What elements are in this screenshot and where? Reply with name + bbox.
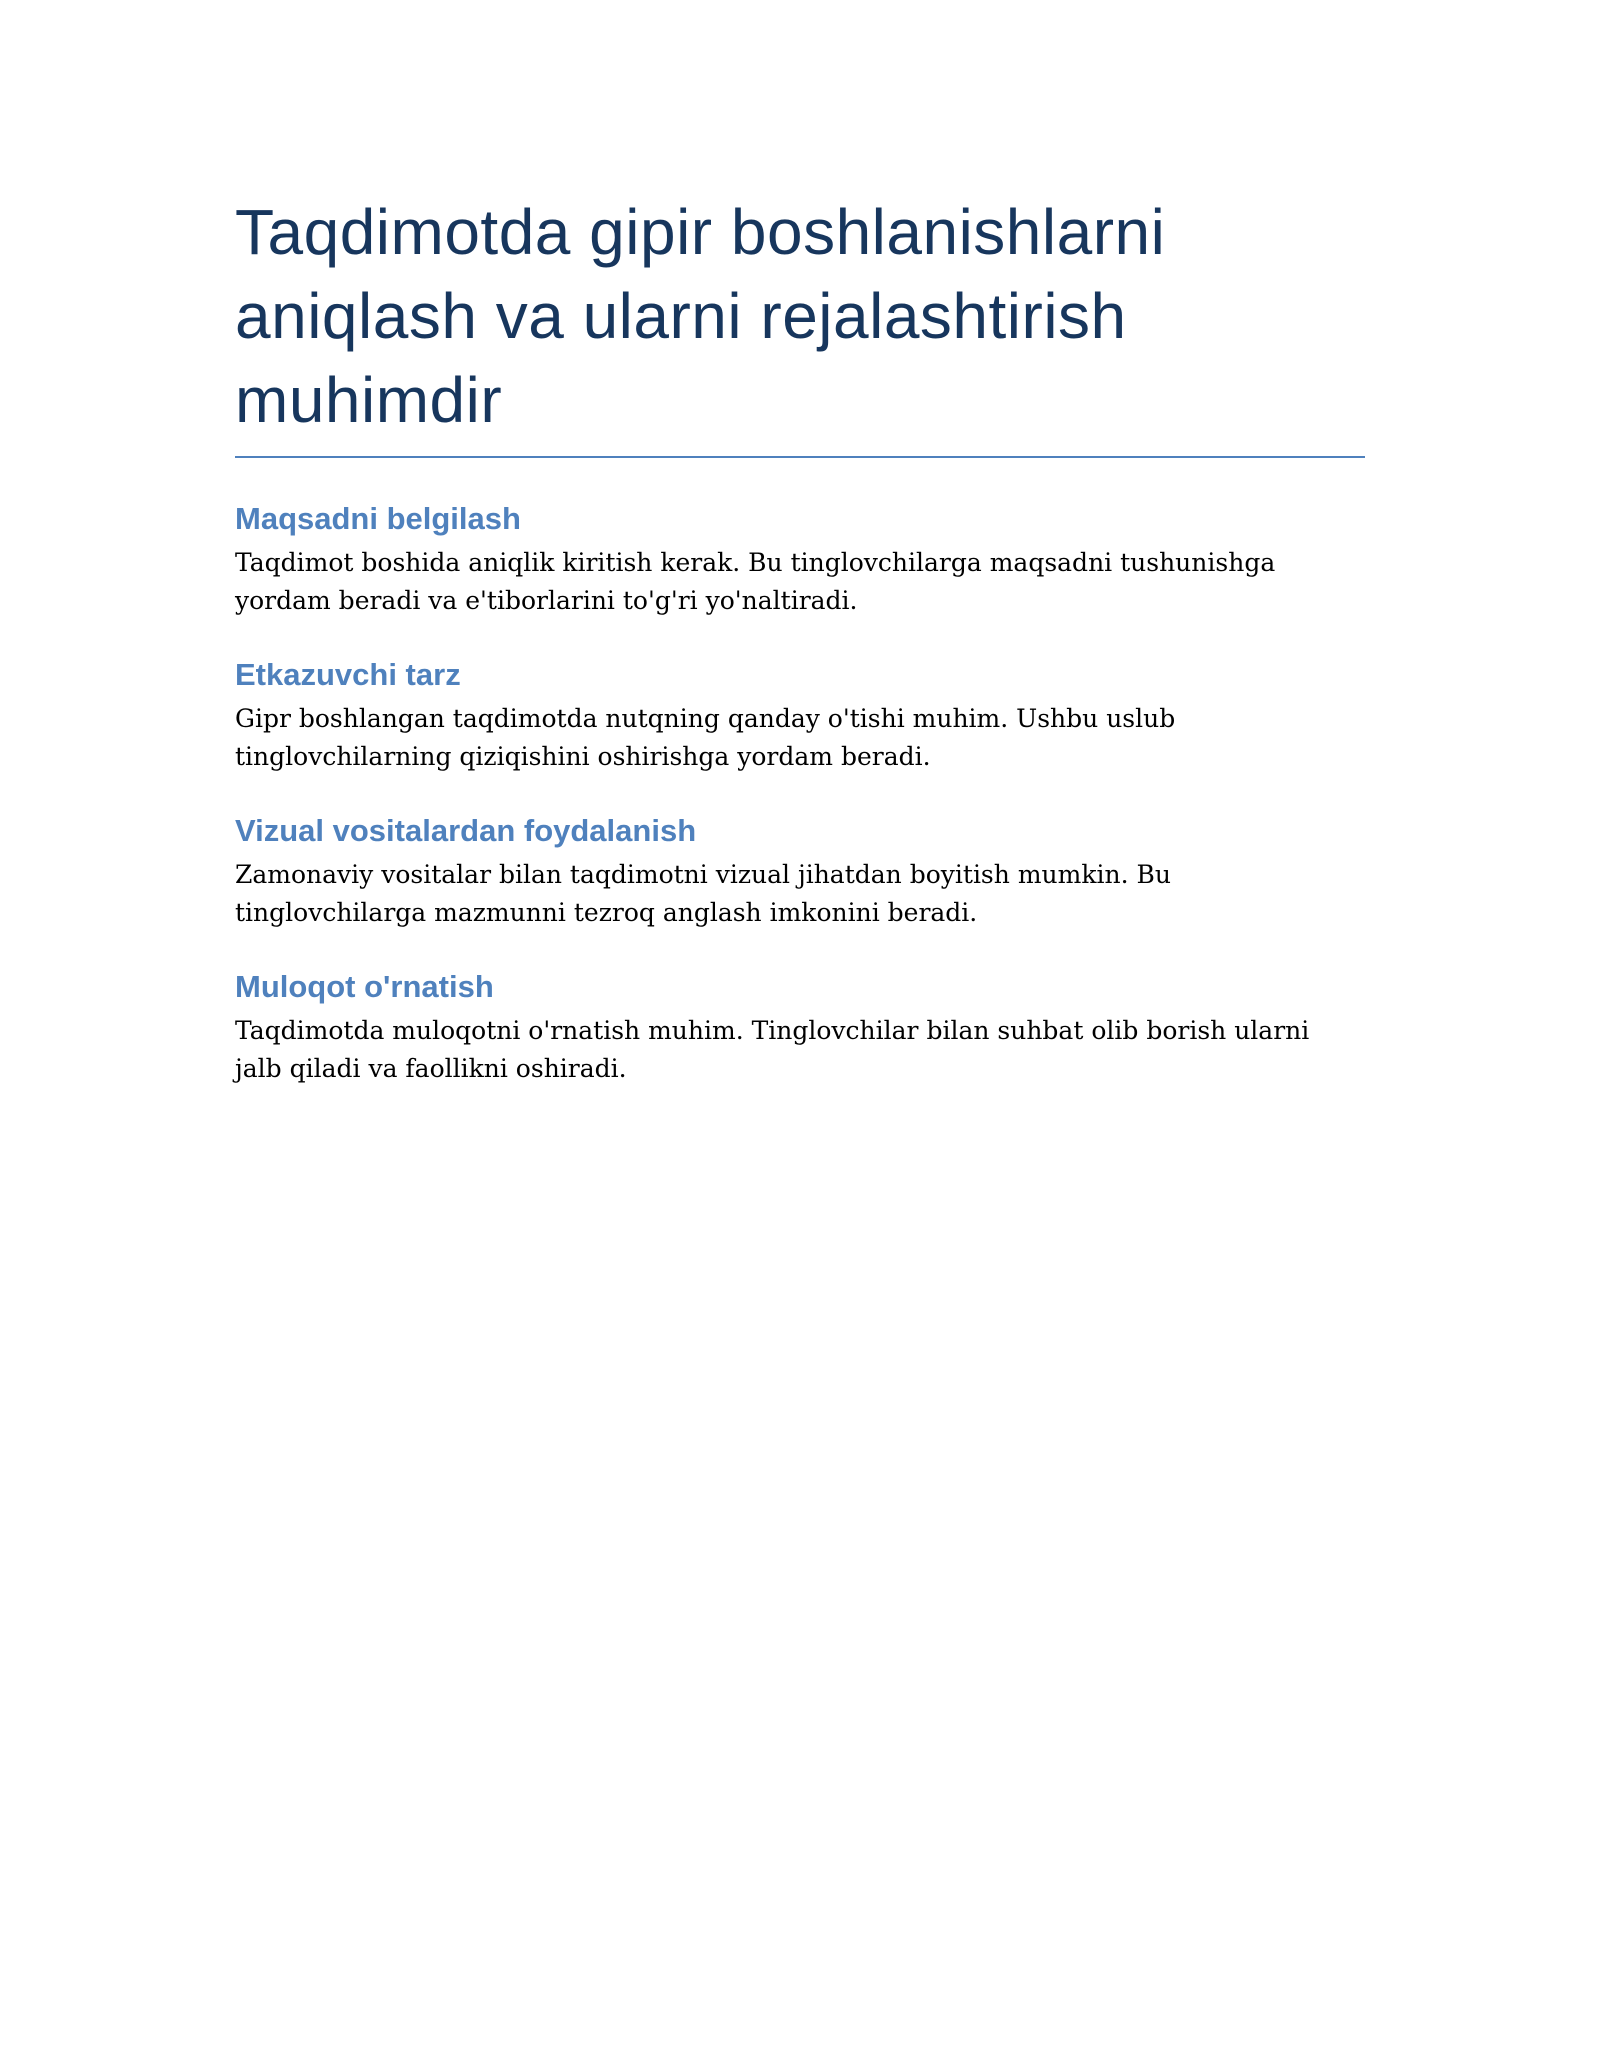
document-title: Taqdimotda gipir boshlanishlarni aniqlash va ularni rejalashtirish muhimdir <box>235 190 1365 458</box>
section-body: Zamonaviy vositalar bilan taqdimotni vizual jihatdan boyitish mumkin. Bu tinglovchilarga mazmunni tezroq anglash imkonini beradi. <box>235 860 1171 927</box>
section-heading: Maqsadni belgilash <box>235 501 521 536</box>
section-muloqot-ornatish <box>235 968 1365 1088</box>
section-heading: Vizual vositalardan foydalanish <box>235 813 697 848</box>
section-etkazuvchi-tarz <box>235 656 1365 776</box>
section-body: Taqdimot boshida aniqlik kiritish kerak. Bu tinglovchilarga maqsadni tushunishga yordam beradi va e'tiborlarini to'g'ri yo'naltiradi. <box>235 548 1276 615</box>
section-body: Taqdimotda muloqotni o'rnatish muhim. Tinglovchilar bilan suhbat olib borish ularni jalb qiladi va faollikni oshiradi. <box>235 1016 1310 1083</box>
section-maqsadni-belgilash <box>235 500 1365 620</box>
section-heading: Muloqot o'rnatish <box>235 969 494 1004</box>
section-heading: Etkazuvchi tarz <box>235 657 461 692</box>
section-vizual-vositalar <box>235 812 1365 932</box>
section-body: Gipr boshlangan taqdimotda nutqning qanday o'tishi muhim. Ushbu uslub tinglovchilarning qiziqishini oshirishga yordam beradi. <box>235 704 1176 771</box>
document-page <box>235 190 1365 1088</box>
